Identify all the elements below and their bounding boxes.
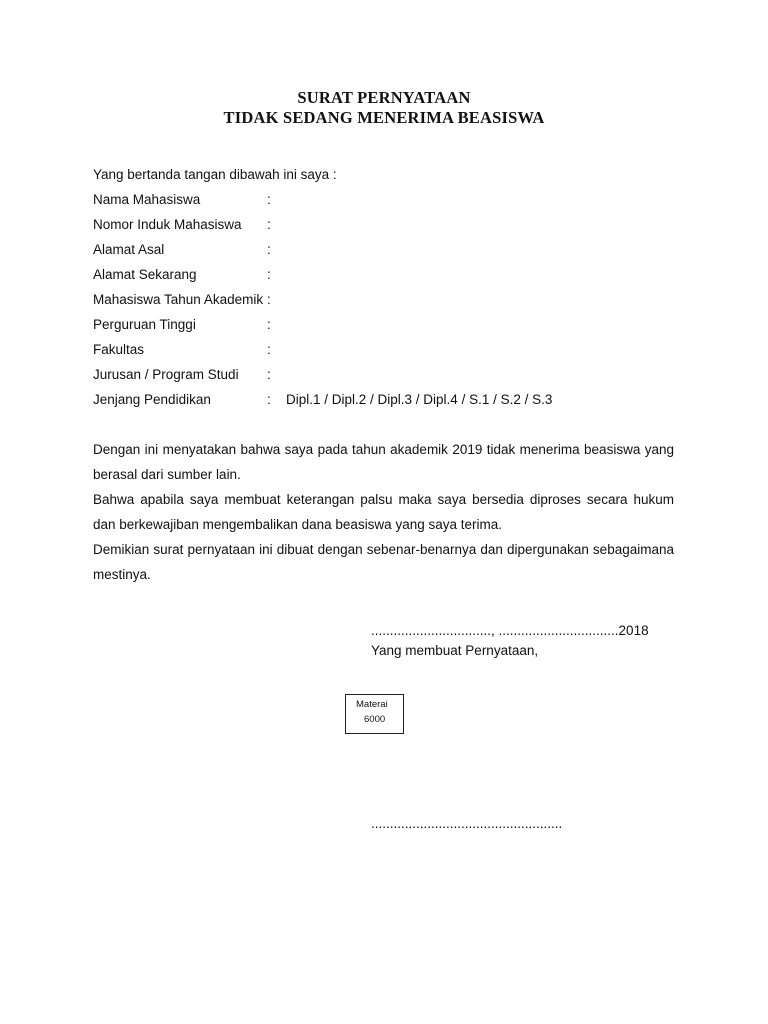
field-colon: : <box>267 267 271 282</box>
field-colon: : <box>267 317 271 332</box>
field-colon: : <box>267 217 271 232</box>
field-label: Mahasiswa Tahun Akademik <box>93 292 264 307</box>
document-subtitle: TIDAK SEDANG MENERIMA BEASISWA <box>223 108 545 127</box>
liability-paragraph: Bahwa apabila saya membuat keterangan palsu maka saya bersedia diproses secara hukum dan berkewajiban mengembalikan dana beasiswa yang saya terima. <box>93 492 674 532</box>
field-colon: : <box>267 392 271 407</box>
signer-label: Yang membuat Pernyataan, <box>371 643 539 658</box>
field-label: Perguruan Tinggi <box>93 317 196 332</box>
stamp-label: Materai <box>356 699 388 710</box>
field-colon: : <box>267 292 271 307</box>
field-label: Jurusan / Program Studi <box>93 367 239 382</box>
field-label: Alamat Sekarang <box>93 267 197 282</box>
field-label: Nama Mahasiswa <box>93 192 201 207</box>
field-colon: : <box>267 192 271 207</box>
field-label: Fakultas <box>93 342 145 357</box>
stamp-value: 6000 <box>364 714 386 725</box>
field-colon: : <box>267 242 271 257</box>
field-value: Dipl.1 / Dipl.2 / Dipl.3 / Dipl.4 / S.1 / S.2 / S.3 <box>286 392 553 407</box>
field-label: Alamat Asal <box>93 242 165 257</box>
statement-paragraph: Dengan ini menyatakan bahwa saya pada tahun akademik 2019 tidak menerima beasiswa yang berasal dari sumber lain. <box>93 442 674 482</box>
closing-paragraph: Demikian surat pernyataan ini dibuat dengan sebenar-benarnya dan dipergunakan sebagaimana mestinya. <box>93 542 674 582</box>
signature-line: ................................................... <box>371 816 563 831</box>
place-date-line: ................................, ................................2018 <box>371 623 649 638</box>
field-colon: : <box>267 367 271 382</box>
materai-stamp-box <box>345 694 404 734</box>
intro-text: Yang bertanda tangan dibawah ini saya : <box>93 167 337 182</box>
field-label: Jenjang Pendidikan <box>93 392 211 407</box>
field-label: Nomor Induk Mahasiswa <box>93 217 242 232</box>
field-colon: : <box>267 342 271 357</box>
document-title: SURAT PERNYATAAN <box>297 88 471 107</box>
